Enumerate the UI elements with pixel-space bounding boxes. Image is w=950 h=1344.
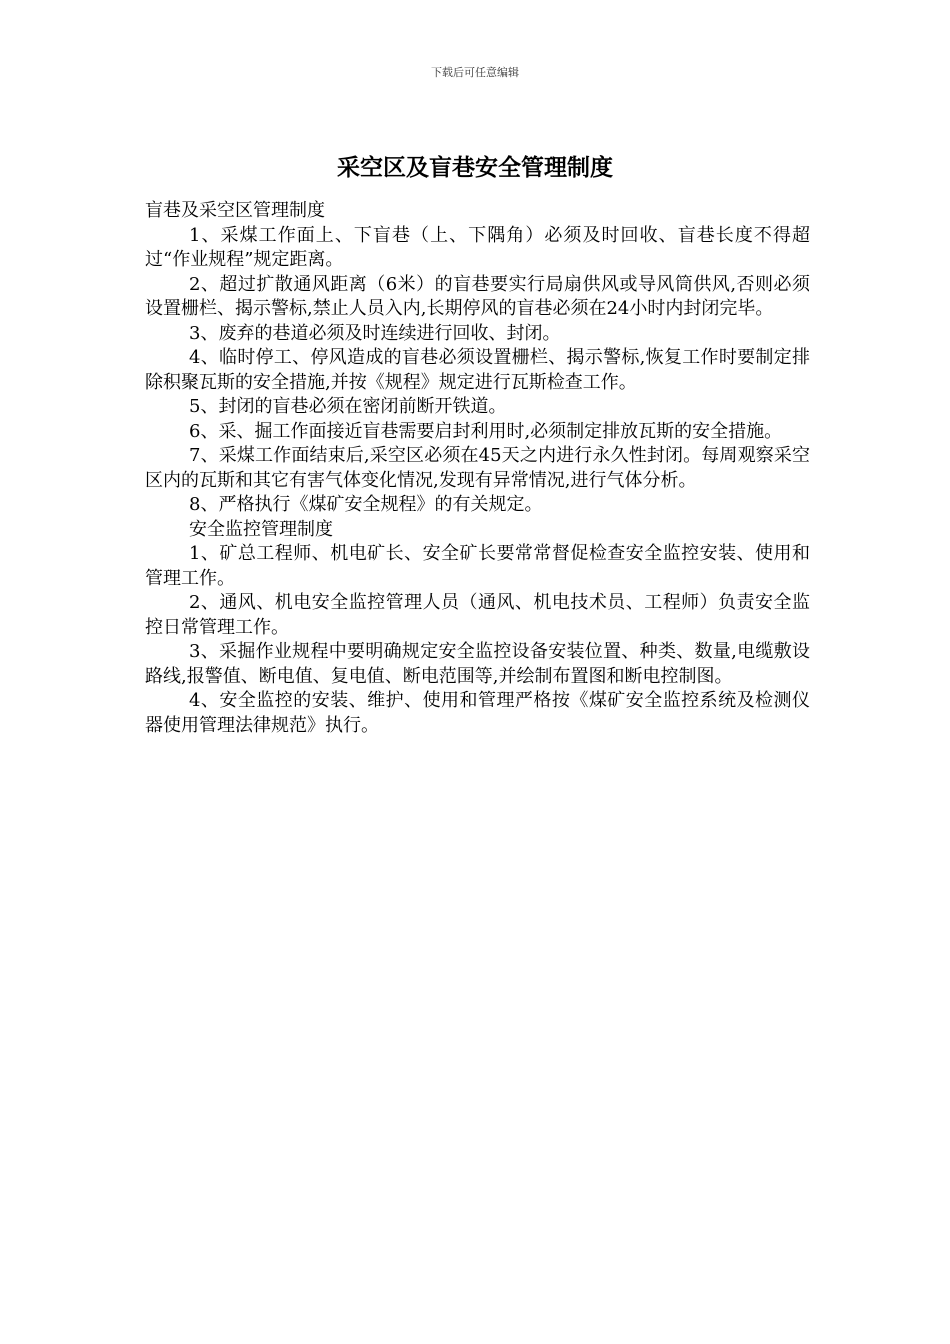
section-heading-blind-roadway: 盲巷及采空区管理制度 xyxy=(145,200,325,221)
document-body xyxy=(145,199,810,738)
paragraph-item: 2、通风、机电安全监控管理人员（通风、机电技术员、工程师）负责安全监控日常管理工作。 xyxy=(145,592,810,638)
section-heading-safety-monitoring: 安全监控管理制度 xyxy=(189,518,333,540)
paragraph-item: 5、封闭的盲巷必须在密闭前断开铁道。 xyxy=(189,396,507,417)
paragraph-item: 2、超过扩散通风距离（6米）的盲巷要实行局扇供风或导风筒供风,否则必须设置栅栏、揭示警标,禁止人员入内,长期停风的盲巷必须在24小时内封闭完毕。 xyxy=(145,273,810,319)
document-title: 采空区及盲巷安全管理制度 xyxy=(337,155,613,181)
paragraph-item: 1、采煤工作面上、下盲巷（上、下隅角）必须及时回收、盲巷长度不得超过“作业规程”规定距离。 xyxy=(145,224,810,270)
paragraph-item: 3、采掘作业规程中要明确规定安全监控设备安装位置、种类、数量,电缆敷设路线,报警值、断电值、复电值、断电范围等,并绘制布置图和断电控制图。 xyxy=(145,641,810,687)
paragraph-item: 8、严格执行《煤矿安全规程》的有关规定。 xyxy=(189,494,543,515)
paragraph-item: 6、采、掘工作面接近盲巷需要启封利用时,必须制定排放瓦斯的安全措施。 xyxy=(189,420,783,442)
paragraph-item: 1、矿总工程师、机电矿长、安全矿长要常常督促检查安全监控安装、使用和管理工作。 xyxy=(145,543,810,589)
paragraph-item: 4、临时停工、停风造成的盲巷必须设置栅栏、揭示警标,恢复工作时要制定排除积聚瓦斯的安全措施,并按《规程》规定进行瓦斯检查工作。 xyxy=(145,347,810,393)
paragraph-item: 7、采煤工作面结束后,采空区必须在45天之内进行永久性封闭。每周观察采空区内的瓦斯和其它有害气体变化情况,发现有异常情况,进行气体分析。 xyxy=(145,445,810,491)
header-note: 下载后可任意编辑 xyxy=(431,66,519,79)
paragraph-item: 4、安全监控的安装、维护、使用和管理严格按《煤矿安全监控系统及检测仪器使用管理法律规范》执行。 xyxy=(145,690,810,736)
paragraph-item: 3、废弃的巷道必须及时连续进行回收、封闭。 xyxy=(189,322,561,344)
